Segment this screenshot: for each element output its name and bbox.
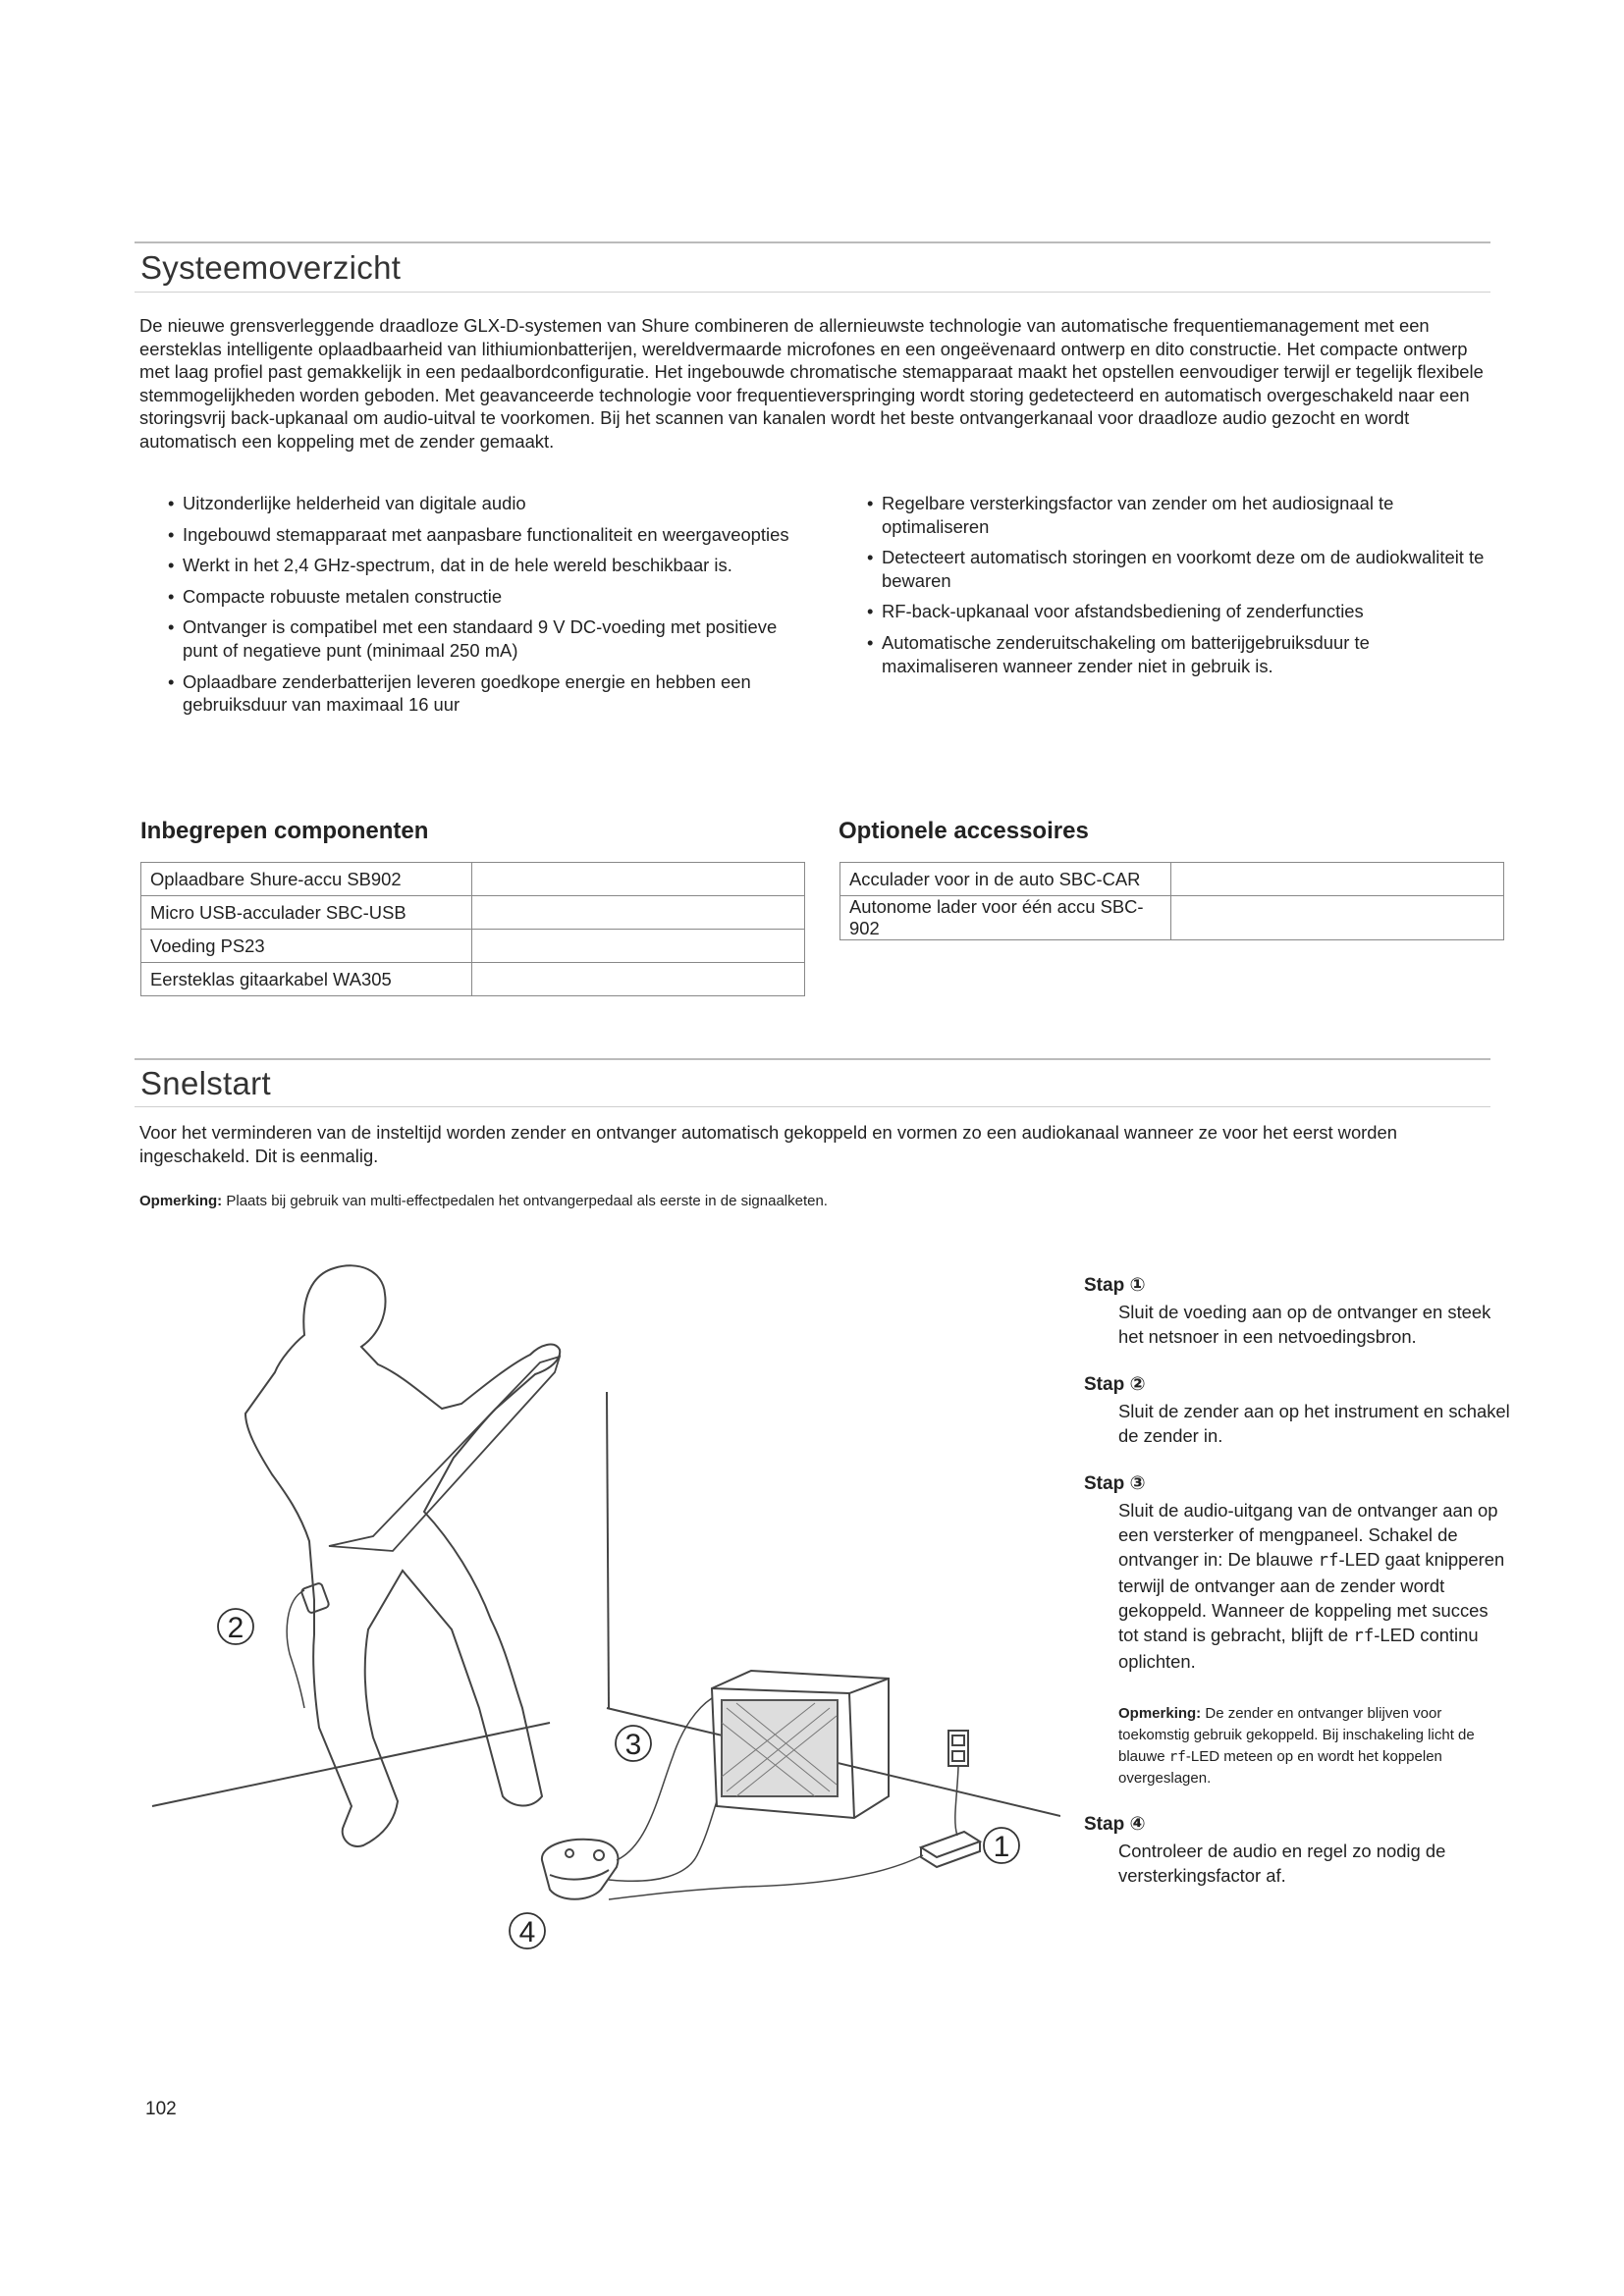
step-3-text-part: Sluit de audio-uitgang van de ontvanger aan op een versterker of mengpaneel. Schakel de ontvanger in: De blauwe <box>1118 1500 1498 1570</box>
guitar-neck <box>329 1357 560 1551</box>
feature-item: • RF-back-upkanaal voor afstandsbediening of zenderfuncties <box>858 600 1487 623</box>
step-1-title: Stap ① <box>1084 1275 1146 1296</box>
table-cell-empty <box>472 863 805 896</box>
table-cell-empty <box>472 963 805 996</box>
table-row <box>840 896 1504 940</box>
note-text-part: -LED meteen op en wordt het koppelen overgeslagen. <box>1118 1748 1442 1787</box>
power-cable <box>955 1767 958 1836</box>
feature-item: • Werkt in het 2,4 GHz-spectrum, dat in de hele wereld beschikbaar is. <box>159 554 802 577</box>
amplifier <box>712 1671 889 1818</box>
callout-2: 2 <box>227 1612 244 1644</box>
feature-item: • Oplaadbare zenderbatterijen leveren goedkope energie en hebben een gebruiksduur van maximaal 16 uur <box>159 670 802 717</box>
note-label: Opmerking: <box>139 1193 223 1209</box>
step-3-text-part: -LED continu oplichten. <box>1118 1625 1479 1672</box>
step-4-text: Controleer de audio en regel zo nodig de versterkingsfactor af. <box>1118 1841 1446 1886</box>
accessories-title: Optionele accessoires <box>839 818 1089 844</box>
dc-cable <box>609 1855 923 1899</box>
table-cell: Micro USB-acculader SBC-USB <box>141 896 472 930</box>
accessories-table <box>839 862 1504 940</box>
receiver-pedal <box>542 1840 619 1899</box>
table-cell: Oplaadbare Shure-accu SB902 <box>141 863 472 896</box>
step-3-title: Stap ③ <box>1084 1473 1146 1494</box>
feature-item: • Detecteert automatisch storingen en voorkomt deze om de audiokwaliteit te bewaren <box>858 546 1487 592</box>
quickstart-note <box>139 1191 1489 1212</box>
callout-4: 4 <box>518 1916 536 1949</box>
step-4-title: Stap ④ <box>1084 1814 1146 1835</box>
components-title: Inbegrepen componenten <box>140 818 429 844</box>
section-rule-top <box>135 1058 1490 1060</box>
step-2-title: Stap ② <box>1084 1374 1146 1395</box>
step-3-text-part: -LED gaat knipperen terwijl de ontvanger aan de zender wordt gekoppeld. Wanneer de koppeling met succes tot stand is gebracht, blijft de <box>1118 1549 1505 1645</box>
step-1-text: Sluit de voeding aan op de ontvanger en steek het netsnoer in een netvoedingsbron. <box>1118 1302 1491 1347</box>
table-cell-empty <box>1171 863 1504 896</box>
section-rule-under-title <box>135 1106 1490 1107</box>
table-row <box>141 896 805 930</box>
step-2-text: Sluit de zender aan op het instrument en schakel de zender in. <box>1118 1401 1510 1446</box>
features-left-list <box>159 492 802 724</box>
step-3-text <box>1118 1498 1511 1674</box>
table-row <box>141 930 805 963</box>
callout-1: 1 <box>993 1831 1010 1863</box>
overview-title: Systeemoverzicht <box>140 249 402 286</box>
table-cell-empty <box>1171 896 1504 940</box>
guitarist-silhouette <box>245 1265 560 1846</box>
table-row <box>141 863 805 896</box>
components-table <box>140 862 805 996</box>
feature-item: • Uitzonderlijke helderheid van digitale audio <box>159 492 802 515</box>
note-text: Plaats bij gebruik van multi-effectpedalen het ontvangerpedaal als eerste in de signaalketen. <box>222 1193 828 1209</box>
table-cell-empty <box>472 930 805 963</box>
table-cell-empty <box>472 896 805 930</box>
step-3-note <box>1118 1703 1511 1789</box>
feature-item: • Ontvanger is compatibel met een standaard 9 V DC-voeding met positieve punt of negatieve punt (minimaal 250 mA) <box>159 615 802 662</box>
features-right-list <box>858 492 1487 685</box>
table-cell: Voeding PS23 <box>141 930 472 963</box>
table-cell: Eersteklas gitaarkabel WA305 <box>141 963 472 996</box>
note-label: Opmerking: <box>1118 1705 1202 1722</box>
table-cell: Acculader voor in de auto SBC-CAR <box>840 863 1171 896</box>
feature-item: • Regelbare versterkingsfactor van zender om het audiosignaal te optimaliseren <box>858 492 1487 538</box>
note-text-part: De zender en ontvanger blijven voor toekomstig gebruik gekoppeld. Bij inschakeling licht de blauwe <box>1118 1705 1475 1765</box>
rf-label: rf <box>1318 1551 1339 1571</box>
quickstart-title: Snelstart <box>140 1065 271 1101</box>
table-row <box>141 963 805 996</box>
section-rule-top <box>135 241 1490 243</box>
instrument-cable <box>287 1590 304 1708</box>
floor-line-left <box>152 1723 550 1806</box>
audio-cable <box>609 1801 717 1881</box>
wall-corner-line <box>607 1392 609 1708</box>
feature-item: • Compacte robuuste metalen constructie <box>159 585 802 609</box>
table-cell: Autonome lader voor één accu SBC-902 <box>840 896 1171 940</box>
overview-intro: De nieuwe grensverleggende draadloze GLX-D-systemen van Shure combineren de allernieuwste technologie van automatische frequentiemanagement met een eersteklas intelligente oplaadbaarheid van lithiumionbatterijen, wereldvermaarde microfones en een ongeëvenaard ontwerp en dito constructie. Het compacte ontwerp met laag profiel past gemakkelijk in een pedaalbordconfiguratie. Het ingebouwde chromatische stemapparaat maakt het opstellen eenvoudiger terwijl er tegelijk flexibele stemmogelijkheden worden geboden. Met geavanceerde technologie voor frequentieverspringing wordt storing gedetecteerd en automatisch overgeschakeld naar een storingsvrij back-upkanaal om audio-uitval te voorkomen. Bij het scannen van kanalen wordt het beste ontvangerkanaal voor draadloze audio gezocht en wordt automatisch een koppeling met de zender gemaakt. <box>139 315 1484 452</box>
table-row <box>840 863 1504 896</box>
page-number: 102 <box>145 2099 177 2119</box>
power-supply <box>921 1832 980 1867</box>
section-rule-under-title <box>135 292 1490 293</box>
rf-label: rf <box>1168 1749 1186 1765</box>
feature-item: • Ingebouwd stemapparaat met aanpasbare functionaliteit en weergaveopties <box>159 523 802 547</box>
callout-3: 3 <box>624 1729 642 1761</box>
rf-label: rf <box>1353 1627 1375 1646</box>
quickstart-intro: Voor het verminderen van de insteltijd worden zender en ontvanger automatisch gekoppeld en vormen zo een audiokanaal wanneer ze voor het eerst worden ingeschakeld. Dit is eenmalig. <box>139 1122 1397 1166</box>
feature-item: • Automatische zenderuitschakeling om batterijgebruiksduur te maximaliseren wanneer zender niet in gebruik is. <box>858 631 1487 677</box>
setup-illustration <box>137 1247 1060 1993</box>
